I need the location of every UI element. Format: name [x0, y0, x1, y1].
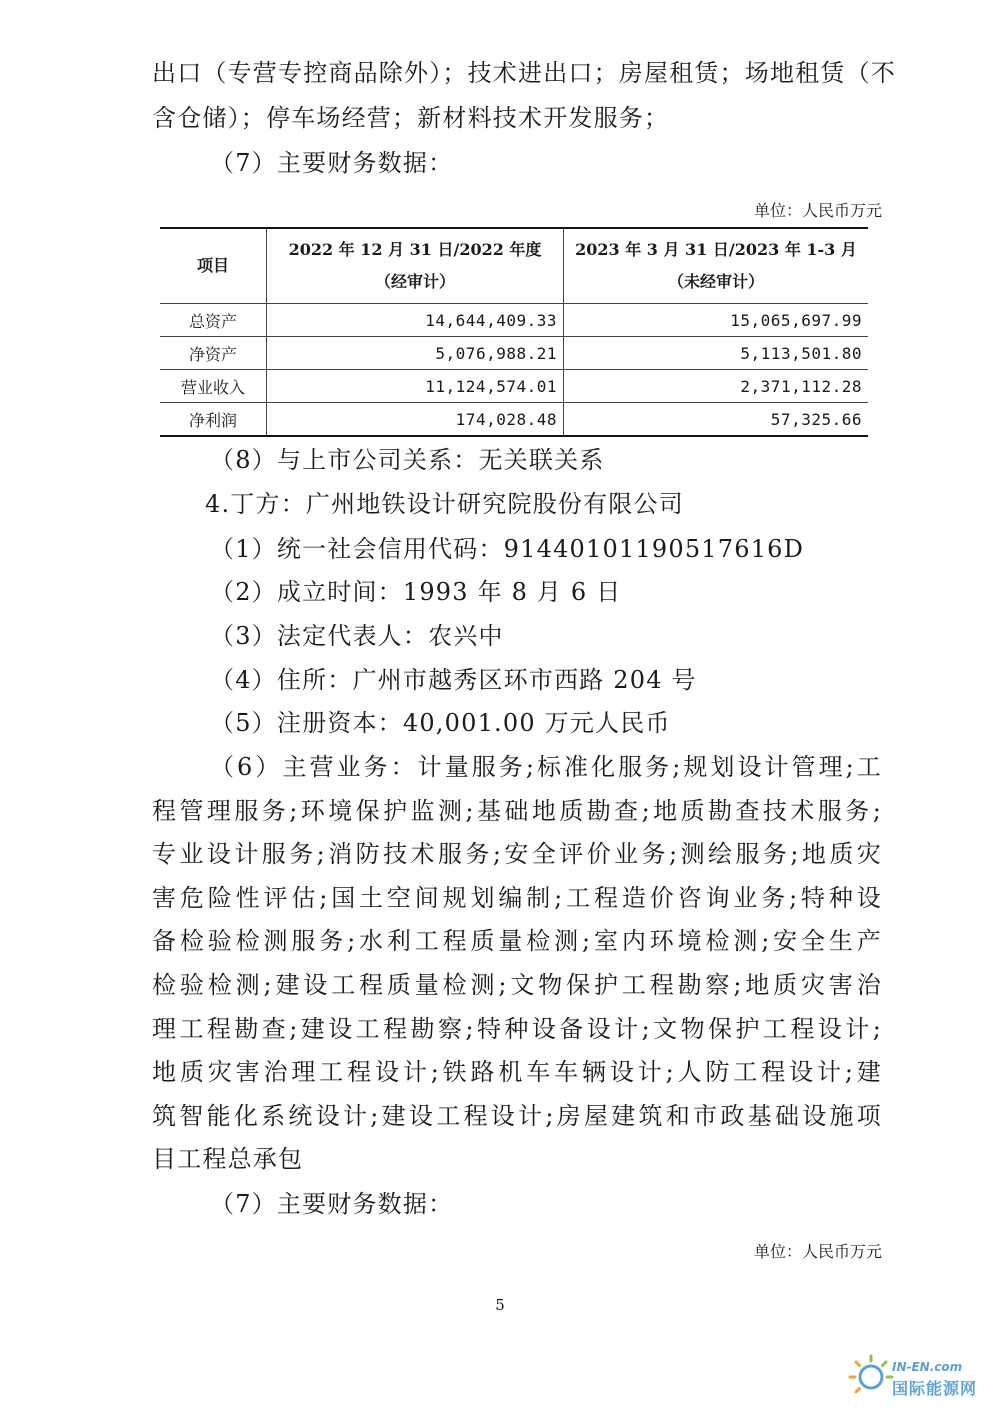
related-party-relation: （8）与上市公司关系：无关联关系	[210, 446, 605, 474]
section-title: （7）主要财务数据：	[210, 149, 454, 177]
value-2022: 14,644,409.33	[267, 304, 564, 337]
business-line: 备检验检测服务;水利工程质量检测;室内环境检测;安全生产	[152, 927, 882, 955]
watermark-cn: 国际能源网	[892, 1379, 978, 1398]
value-2023: 2,371,112.28	[564, 370, 869, 403]
business-line: 目工程总承包	[152, 1145, 304, 1173]
business-line: 程管理服务;环境保护监测;基础地质勘查;地质勘查技术服务;	[152, 797, 882, 825]
header-2023-date: 2023 年 3 月 31 日/2023 年 1-3 月	[575, 240, 857, 259]
header-2023-note: （未经审计）	[667, 272, 764, 291]
business-line: 地质灾害治理工程设计;铁路机车车辆设计;人防工程设计;建	[152, 1058, 882, 1086]
table-row	[160, 337, 868, 370]
unit-label: 单位：人民币万元	[753, 201, 882, 220]
table-row	[160, 403, 868, 437]
row-label: 净利润	[160, 403, 267, 437]
table-header-row	[160, 228, 868, 304]
business-line: 害危险性评估;国土空间规划编制;工程造价咨询业务;特种设	[152, 884, 882, 912]
header-2022	[267, 228, 564, 304]
business-line: 专业设计服务;消防技术服务;安全评价业务;测绘服务;地质灾	[152, 840, 882, 868]
registered-capital: （5）注册资本：40,001.00 万元人民币	[210, 709, 671, 737]
row-label: 净资产	[160, 337, 267, 370]
section-title: （7）主要财务数据：	[210, 1190, 454, 1218]
paragraph-line: 出口（专营专控商品除外）；技术进出口；房屋租赁；场地租赁（不	[152, 59, 896, 87]
business-line: 理工程勘查;建设工程勘察;特种设备设计;文物保护工程设计;	[152, 1015, 882, 1043]
table-row	[160, 370, 868, 403]
credit-code: （1）统一社会信用代码：91440101190517616D	[210, 535, 805, 563]
value-2022: 5,076,988.21	[267, 337, 564, 370]
address: （4）住所：广州市越秀区环市西路 204 号	[210, 666, 697, 694]
business-line: 检验检测;建设工程质量检测;文物保护工程勘察;地质灾害治	[152, 971, 882, 999]
legal-representative: （3）法定代表人：农兴中	[210, 622, 504, 650]
watermark-logo	[848, 1346, 998, 1406]
value-2022: 174,028.48	[267, 403, 564, 437]
value-2023: 57,325.66	[564, 403, 869, 437]
value-2022: 11,124,574.01	[267, 370, 564, 403]
paragraph-line: 含仓储）；停车场经营；新材料技术开发服务；	[152, 104, 670, 132]
table-row	[160, 304, 868, 337]
unit-label: 单位：人民币万元	[753, 1242, 882, 1261]
page-number: 5	[495, 1296, 505, 1314]
value-2023: 5,113,501.80	[564, 337, 869, 370]
value-2023: 15,065,697.99	[564, 304, 869, 337]
header-2023	[564, 228, 869, 304]
founded-date: （2）成立时间：1993 年 8 月 6 日	[210, 578, 622, 606]
party-title: 4.丁方：广州地铁设计研究院股份有限公司	[205, 490, 684, 518]
row-label: 总资产	[160, 304, 267, 337]
business-line: （6）主营业务：计量服务;标准化服务;规划设计管理;工	[210, 753, 882, 781]
financial-table	[160, 227, 868, 437]
business-line: 筑智能化系统设计;建设工程设计;房屋建筑和市政基础设施项	[152, 1102, 882, 1130]
sun-logo-icon	[848, 1354, 894, 1400]
header-2022-note: （经审计）	[374, 272, 455, 291]
header-2022-date: 2022 年 12 月 31 日/2022 年度	[288, 240, 542, 259]
header-item: 项目	[160, 228, 267, 304]
watermark-en: IN-EN.com	[892, 1360, 963, 1374]
row-label: 营业收入	[160, 370, 267, 403]
